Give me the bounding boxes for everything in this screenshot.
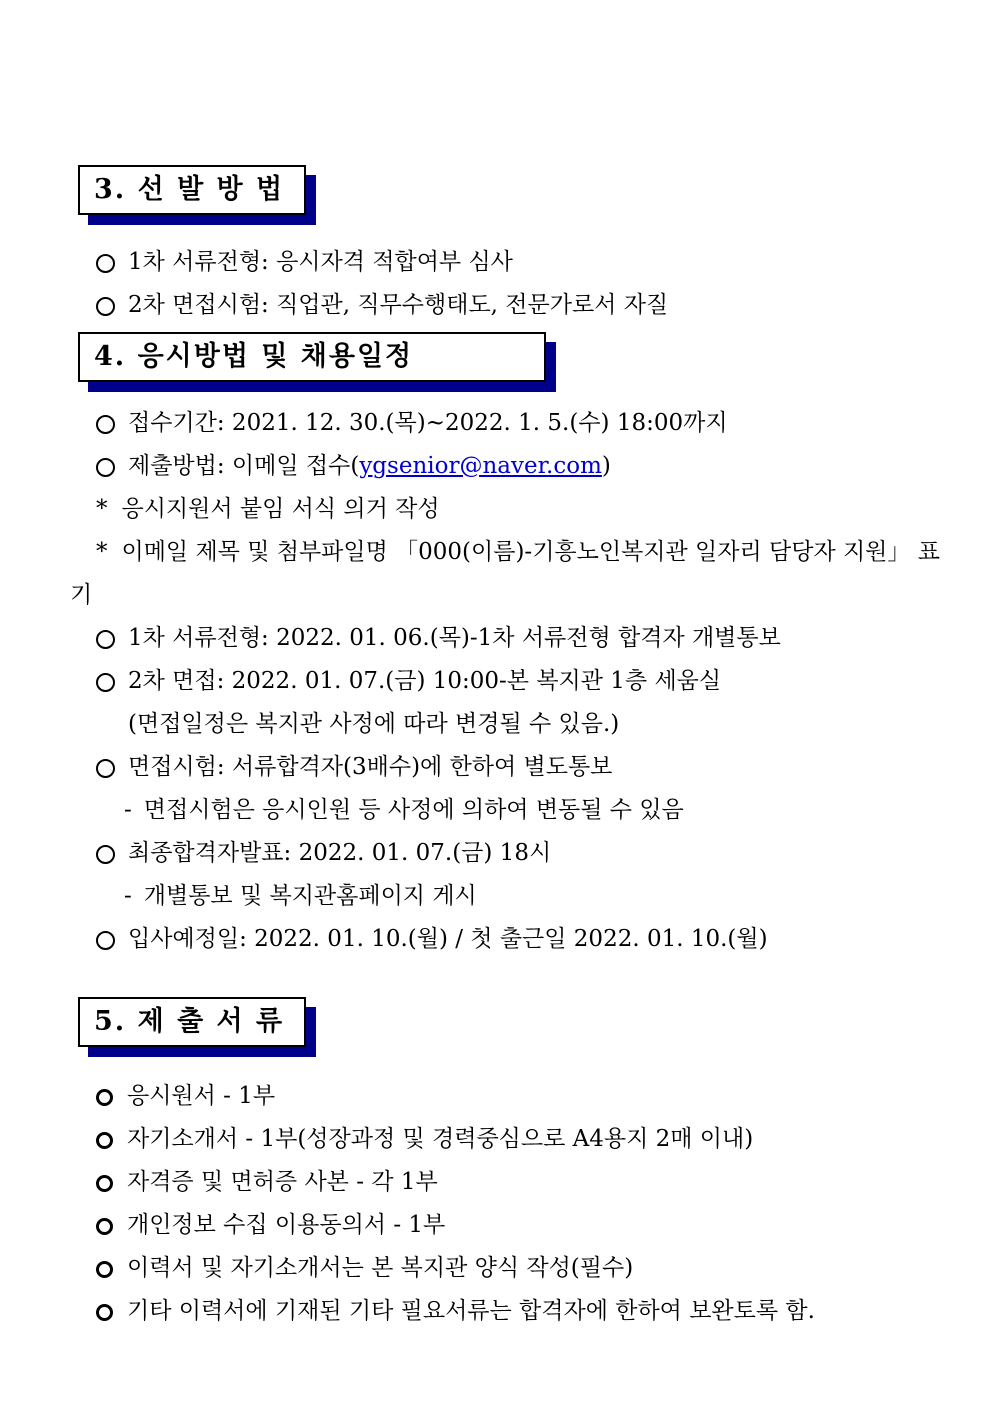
list-item [0,660,947,703]
circle-bullet-icon [96,931,115,950]
list-item [0,241,947,284]
list-item [0,918,947,961]
list-item [0,1290,947,1333]
list-item-text: 이력서 및 자기소개서는 본 복지관 양식 작성(필수) [127,1255,634,1281]
section-heading-application-schedule: 4. 응시방법 및 채용일정 [78,332,546,382]
application-schedule-list [0,402,947,961]
bold-circle-bullet-icon [96,1218,113,1235]
list-item-text: 2차 면접시험: 직업관, 직무수행태도, 전문가로서 자질 [128,292,669,318]
list-item-text: 입사예정일: 2022. 01. 10.(월) / 첫 출근일 2022. 01. 10.(월) [128,926,768,952]
list-item [0,1118,947,1161]
bold-circle-bullet-icon [96,1132,113,1149]
bold-circle-bullet-icon [96,1261,113,1278]
note-line [0,488,940,531]
bold-circle-bullet-icon [96,1304,113,1321]
circle-bullet-icon [96,297,115,316]
bold-circle-bullet-icon [96,1089,113,1106]
asterisk-marker: * [96,496,108,522]
dash-marker: - [124,883,132,909]
list-item [0,445,947,488]
list-item [0,402,947,445]
list-item-text: 개인정보 수집 이용동의서 - 1부 [127,1212,446,1238]
circle-bullet-icon [96,458,115,477]
sub-list-item-text: 개별통보 및 복지관홈페이지 게시 [143,883,477,909]
list-item-text-suffix: ) [601,453,611,479]
circle-bullet-icon [96,415,115,434]
list-item-text: 응시원서 - 1부 [127,1083,276,1109]
list-item-text: 1차 서류전형: 2022. 01. 06.(목)-1차 서류전형 합격자 개별통보 [128,625,781,651]
email-link[interactable]: ygsenior@naver.com [359,453,602,479]
list-item-text: 기타 이력서에 기재된 기타 필요서류는 합격자에 한하여 보완토록 함. [127,1298,815,1324]
list-item-text [128,445,611,488]
list-item-text: 자격증 및 면허증 사본 - 각 1부 [127,1169,438,1195]
circle-bullet-icon [96,254,115,273]
section-heading-selection-method: 3. 선 발 방 법 [78,165,306,215]
dash-marker: - [124,797,132,823]
note-text: 응시지원서 붙임 서식 의거 작성 [121,496,440,522]
list-item [0,617,947,660]
required-documents-list [0,1075,947,1333]
sub-list-item-text: 면접시험은 응시인원 등 사정에 의하여 변동될 수 있음 [143,797,684,823]
section-heading-required-documents: 5. 제 출 서 류 [78,997,306,1047]
sub-note-line: (면접일정은 복지관 사정에 따라 변경될 수 있음.) [128,711,620,737]
list-item [0,746,947,789]
list-item [0,1247,947,1290]
list-item [0,832,947,875]
circle-bullet-icon [96,845,115,864]
list-item-text-prefix: 제출방법: 이메일 접수( [128,453,360,479]
bold-circle-bullet-icon [96,1175,113,1192]
list-item-text: 면접시험: 서류합격자(3배수)에 한하여 별도통보 [128,754,613,780]
note-text: 이메일 제목 및 첨부파일명 「000(이름)-기흥노인복지관 일자리 담당자 지원」 표기 [70,539,940,608]
list-item-text: 접수기간: 2021. 12. 30.(목)~2022. 1. 5.(수) 18:00까지 [128,410,728,436]
list-item-text: 자기소개서 - 1부(성장과정 및 경력중심으로 A4용지 2매 이내) [127,1126,754,1152]
note-line [0,531,940,617]
circle-bullet-icon [96,759,115,778]
list-item [0,1161,947,1204]
list-item-text: 최종합격자발표: 2022. 01. 07.(금) 18시 [128,840,552,866]
list-item-text: 1차 서류전형: 응시자격 적합여부 심사 [128,249,513,275]
sub-list-item [0,875,947,918]
list-item [0,1075,947,1118]
list-item [0,284,947,327]
circle-bullet-icon [96,630,115,649]
sub-list-item [0,789,947,832]
list-item-text: 2차 면접: 2022. 01. 07.(금) 10:00-본 복지관 1층 세움실 [128,668,722,694]
selection-method-list [0,241,947,327]
list-item [0,1204,947,1247]
asterisk-marker: * [96,539,108,565]
circle-bullet-icon [96,673,115,692]
